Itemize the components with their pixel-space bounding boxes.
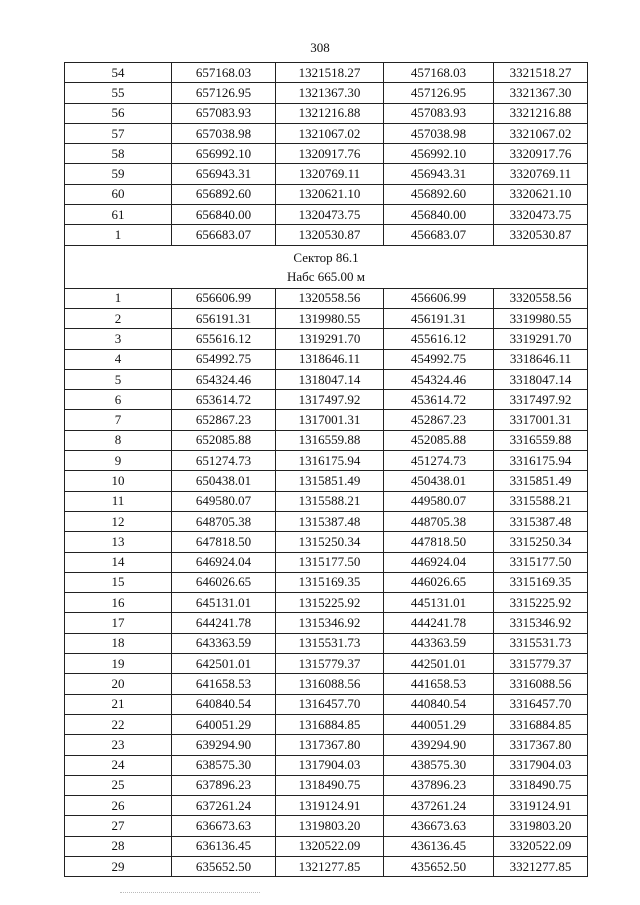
y-coordinate-cell: 1319980.55 [276,308,384,328]
x-local-cell: 445131.01 [384,593,494,613]
y-local-cell: 3315346.92 [494,613,588,633]
x-coordinate-cell: 645131.01 [172,593,276,613]
table-row [65,63,588,83]
y-coordinate-cell: 1315346.92 [276,613,384,633]
y-coordinate-cell: 1319803.20 [276,816,384,836]
point-number-cell: 12 [65,511,172,531]
x-coordinate-cell: 641658.53 [172,674,276,694]
table-row [65,225,588,245]
x-local-cell: 457083.93 [384,103,494,123]
table-row [65,755,588,775]
y-coordinate-cell: 1318490.75 [276,775,384,795]
y-local-cell: 3315250.34 [494,532,588,552]
x-coordinate-cell: 656191.31 [172,308,276,328]
coordinates-table [64,62,588,877]
x-local-cell: 454324.46 [384,369,494,389]
point-number-cell: 28 [65,836,172,856]
table-row [65,836,588,856]
y-local-cell: 3317497.92 [494,390,588,410]
y-local-cell: 3320522.09 [494,836,588,856]
x-local-cell: 447818.50 [384,532,494,552]
x-local-cell: 452085.88 [384,430,494,450]
x-local-cell: 456992.10 [384,144,494,164]
point-number-cell: 54 [65,63,172,83]
x-local-cell: 442501.01 [384,654,494,674]
y-coordinate-cell: 1315851.49 [276,471,384,491]
y-coordinate-cell: 1321367.30 [276,83,384,103]
x-local-cell: 446026.65 [384,572,494,592]
point-number-cell: 3 [65,329,172,349]
x-coordinate-cell: 636136.45 [172,836,276,856]
y-local-cell: 3317904.03 [494,755,588,775]
point-number-cell: 13 [65,532,172,552]
x-local-cell: 457168.03 [384,63,494,83]
y-coordinate-cell: 1317497.92 [276,390,384,410]
x-coordinate-cell: 649580.07 [172,491,276,511]
y-local-cell: 3316884.85 [494,714,588,734]
y-local-cell: 3315588.21 [494,491,588,511]
table-row [65,164,588,184]
table-row [65,714,588,734]
y-coordinate-cell: 1317904.03 [276,755,384,775]
y-coordinate-cell: 1318646.11 [276,349,384,369]
point-number-cell: 1 [65,225,172,245]
x-coordinate-cell: 656840.00 [172,205,276,225]
x-coordinate-cell: 644241.78 [172,613,276,633]
table-row [65,552,588,572]
y-local-cell: 3319124.91 [494,796,588,816]
y-local-cell: 3321067.02 [494,123,588,143]
y-coordinate-cell: 1321216.88 [276,103,384,123]
x-coordinate-cell: 638575.30 [172,755,276,775]
point-number-cell: 29 [65,856,172,876]
x-local-cell: 444241.78 [384,613,494,633]
sector-height-label: Набс 665.00 м [286,268,366,284]
point-number-cell: 11 [65,491,172,511]
table-row [65,735,588,755]
x-coordinate-cell: 652867.23 [172,410,276,430]
x-local-cell: 450438.01 [384,471,494,491]
y-coordinate-cell: 1316457.70 [276,694,384,714]
point-number-cell: 20 [65,674,172,694]
table-row [65,532,588,552]
y-local-cell: 3317367.80 [494,735,588,755]
x-coordinate-cell: 653614.72 [172,390,276,410]
sector-row [65,245,588,288]
x-local-cell: 452867.23 [384,410,494,430]
point-number-cell: 56 [65,103,172,123]
table-row [65,83,588,103]
table-row [65,144,588,164]
x-coordinate-cell: 637261.24 [172,796,276,816]
y-local-cell: 3315177.50 [494,552,588,572]
y-coordinate-cell: 1315169.35 [276,572,384,592]
y-coordinate-cell: 1320621.10 [276,184,384,204]
y-local-cell: 3319980.55 [494,308,588,328]
x-local-cell: 456943.31 [384,164,494,184]
x-local-cell: 454992.75 [384,349,494,369]
y-local-cell: 3320621.10 [494,184,588,204]
point-number-cell: 27 [65,816,172,836]
x-local-cell: 449580.07 [384,491,494,511]
y-coordinate-cell: 1318047.14 [276,369,384,389]
x-coordinate-cell: 637896.23 [172,775,276,795]
table-row [65,329,588,349]
table-row [65,796,588,816]
y-coordinate-cell: 1316884.85 [276,714,384,734]
y-coordinate-cell: 1321277.85 [276,856,384,876]
table-row [65,288,588,308]
point-number-cell: 18 [65,633,172,653]
x-coordinate-cell: 643363.59 [172,633,276,653]
x-coordinate-cell: 656683.07 [172,225,276,245]
y-coordinate-cell: 1320917.76 [276,144,384,164]
x-local-cell: 451274.73 [384,451,494,471]
x-local-cell: 443363.59 [384,633,494,653]
table-row [65,349,588,369]
x-coordinate-cell: 651274.73 [172,451,276,471]
point-number-cell: 6 [65,390,172,410]
x-local-cell: 456892.60 [384,184,494,204]
x-local-cell: 436673.63 [384,816,494,836]
y-local-cell: 3315169.35 [494,572,588,592]
point-number-cell: 10 [65,471,172,491]
footer-rule [120,892,260,893]
x-local-cell: 437261.24 [384,796,494,816]
x-local-cell: 456191.31 [384,308,494,328]
table-row [65,694,588,714]
x-local-cell: 440051.29 [384,714,494,734]
point-number-cell: 7 [65,410,172,430]
point-number-cell: 19 [65,654,172,674]
point-number-cell: 25 [65,775,172,795]
x-coordinate-cell: 657168.03 [172,63,276,83]
y-local-cell: 3315851.49 [494,471,588,491]
y-coordinate-cell: 1319124.91 [276,796,384,816]
x-coordinate-cell: 642501.01 [172,654,276,674]
point-number-cell: 2 [65,308,172,328]
point-number-cell: 58 [65,144,172,164]
y-local-cell: 3316088.56 [494,674,588,694]
x-local-cell: 456683.07 [384,225,494,245]
y-local-cell: 3318047.14 [494,369,588,389]
table-row [65,775,588,795]
point-number-cell: 24 [65,755,172,775]
y-local-cell: 3315779.37 [494,654,588,674]
x-local-cell: 446924.04 [384,552,494,572]
x-coordinate-cell: 655616.12 [172,329,276,349]
table-row [65,613,588,633]
y-coordinate-cell: 1315387.48 [276,511,384,531]
y-coordinate-cell: 1315531.73 [276,633,384,653]
point-number-cell: 17 [65,613,172,633]
table-row [65,308,588,328]
table-row [65,184,588,204]
point-number-cell: 14 [65,552,172,572]
y-coordinate-cell: 1315779.37 [276,654,384,674]
point-number-cell: 9 [65,451,172,471]
y-coordinate-cell: 1317001.31 [276,410,384,430]
x-local-cell: 438575.30 [384,755,494,775]
x-coordinate-cell: 647818.50 [172,532,276,552]
y-local-cell: 3315225.92 [494,593,588,613]
y-local-cell: 3321277.85 [494,856,588,876]
y-local-cell: 3316457.70 [494,694,588,714]
x-coordinate-cell: 657038.98 [172,123,276,143]
table-row [65,390,588,410]
table-row [65,451,588,471]
y-coordinate-cell: 1317367.80 [276,735,384,755]
point-number-cell: 23 [65,735,172,755]
table-row [65,816,588,836]
y-coordinate-cell: 1316559.88 [276,430,384,450]
x-local-cell: 437896.23 [384,775,494,795]
page-number: 308 [310,40,330,55]
table-row [65,471,588,491]
table-row [65,410,588,430]
y-coordinate-cell: 1321067.02 [276,123,384,143]
x-coordinate-cell: 656892.60 [172,184,276,204]
point-number-cell: 1 [65,288,172,308]
point-number-cell: 4 [65,349,172,369]
x-local-cell: 457126.95 [384,83,494,103]
point-number-cell: 21 [65,694,172,714]
x-coordinate-cell: 640840.54 [172,694,276,714]
y-local-cell: 3320769.11 [494,164,588,184]
point-number-cell: 59 [65,164,172,184]
table-body-upper [65,63,588,246]
y-local-cell: 3319803.20 [494,816,588,836]
x-coordinate-cell: 636673.63 [172,816,276,836]
point-number-cell: 26 [65,796,172,816]
x-local-cell: 441658.53 [384,674,494,694]
x-coordinate-cell: 650438.01 [172,471,276,491]
y-coordinate-cell: 1316088.56 [276,674,384,694]
y-local-cell: 3321518.27 [494,63,588,83]
y-local-cell: 3318646.11 [494,349,588,369]
point-number-cell: 8 [65,430,172,450]
x-local-cell: 453614.72 [384,390,494,410]
x-local-cell: 456840.00 [384,205,494,225]
x-coordinate-cell: 652085.88 [172,430,276,450]
x-local-cell: 436136.45 [384,836,494,856]
x-local-cell: 456606.99 [384,288,494,308]
y-coordinate-cell: 1320530.87 [276,225,384,245]
y-local-cell: 3317001.31 [494,410,588,430]
table-row [65,511,588,531]
x-coordinate-cell: 656992.10 [172,144,276,164]
x-coordinate-cell: 635652.50 [172,856,276,876]
y-local-cell: 3320473.75 [494,205,588,225]
table-row [65,633,588,653]
y-local-cell: 3318490.75 [494,775,588,795]
sector-title: Сектор 86.1 [293,249,359,265]
table-row [65,593,588,613]
x-coordinate-cell: 648705.38 [172,511,276,531]
x-coordinate-cell: 646026.65 [172,572,276,592]
point-number-cell: 5 [65,369,172,389]
y-coordinate-cell: 1320473.75 [276,205,384,225]
sector-header [65,245,588,288]
y-coordinate-cell: 1315588.21 [276,491,384,511]
y-local-cell: 3319291.70 [494,329,588,349]
y-local-cell: 3316175.94 [494,451,588,471]
table-row [65,369,588,389]
y-coordinate-cell: 1320558.56 [276,288,384,308]
table-row [65,856,588,876]
x-coordinate-cell: 639294.90 [172,735,276,755]
x-local-cell: 439294.90 [384,735,494,755]
y-coordinate-cell: 1315177.50 [276,552,384,572]
y-local-cell: 3321216.88 [494,103,588,123]
y-coordinate-cell: 1316175.94 [276,451,384,471]
y-local-cell: 3320558.56 [494,288,588,308]
y-coordinate-cell: 1320522.09 [276,836,384,856]
table-row [65,674,588,694]
x-local-cell: 435652.50 [384,856,494,876]
table-row [65,654,588,674]
point-number-cell: 60 [65,184,172,204]
point-number-cell: 16 [65,593,172,613]
x-coordinate-cell: 640051.29 [172,714,276,734]
y-local-cell: 3320530.87 [494,225,588,245]
y-coordinate-cell: 1319291.70 [276,329,384,349]
y-coordinate-cell: 1321518.27 [276,63,384,83]
table-row [65,103,588,123]
point-number-cell: 55 [65,83,172,103]
point-number-cell: 57 [65,123,172,143]
x-coordinate-cell: 657126.95 [172,83,276,103]
table-row [65,430,588,450]
table-body-lower [65,288,588,877]
x-local-cell: 440840.54 [384,694,494,714]
x-coordinate-cell: 654324.46 [172,369,276,389]
table-row [65,205,588,225]
point-number-cell: 22 [65,714,172,734]
x-local-cell: 457038.98 [384,123,494,143]
y-local-cell: 3316559.88 [494,430,588,450]
table-row [65,491,588,511]
y-local-cell: 3315387.48 [494,511,588,531]
point-number-cell: 15 [65,572,172,592]
table-row [65,572,588,592]
table-row [65,123,588,143]
x-coordinate-cell: 646924.04 [172,552,276,572]
x-coordinate-cell: 656943.31 [172,164,276,184]
x-local-cell: 455616.12 [384,329,494,349]
x-coordinate-cell: 654992.75 [172,349,276,369]
y-local-cell: 3321367.30 [494,83,588,103]
x-coordinate-cell: 657083.93 [172,103,276,123]
x-local-cell: 448705.38 [384,511,494,531]
sector-cell [65,245,588,288]
y-coordinate-cell: 1320769.11 [276,164,384,184]
x-coordinate-cell: 656606.99 [172,288,276,308]
y-coordinate-cell: 1315250.34 [276,532,384,552]
y-coordinate-cell: 1315225.92 [276,593,384,613]
y-local-cell: 3315531.73 [494,633,588,653]
point-number-cell: 61 [65,205,172,225]
y-local-cell: 3320917.76 [494,144,588,164]
